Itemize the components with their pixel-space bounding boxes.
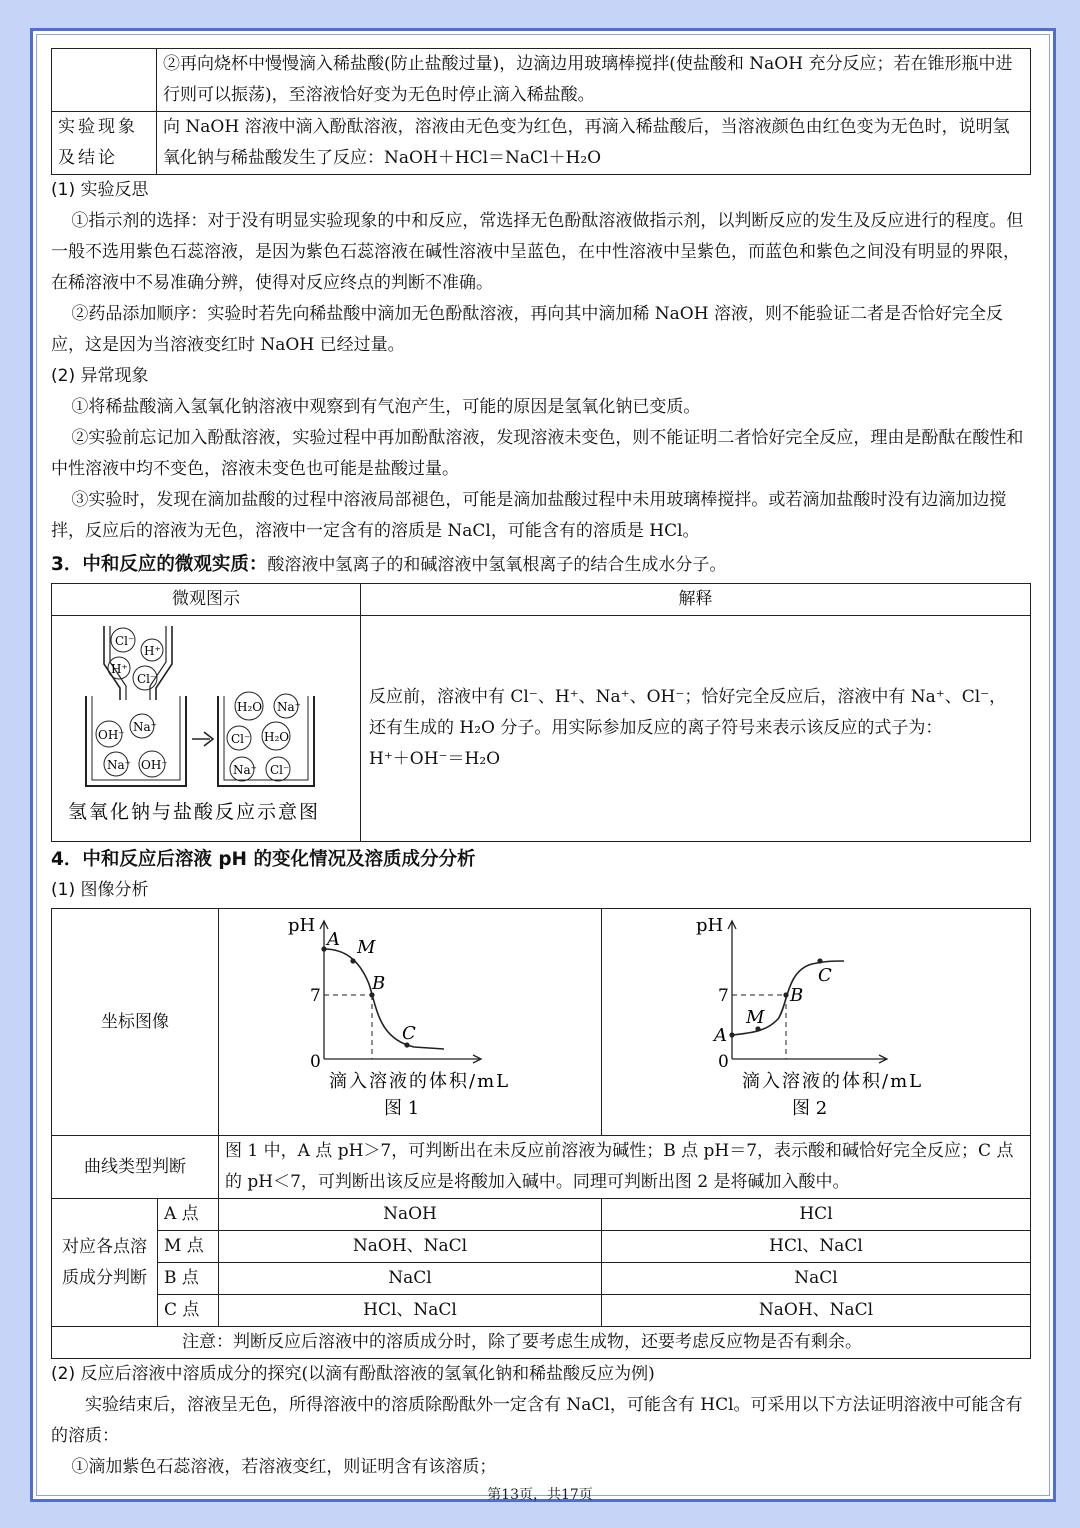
- ion-cl-2: Cl⁻: [231, 732, 251, 746]
- point-m-fig1: NaOH、NaCl: [219, 1231, 602, 1263]
- point-label-a: A: [714, 1025, 727, 1046]
- micro-diagram-cell: [52, 616, 361, 842]
- abnormal-p1: ①将稀盐酸滴入氢氧化钠溶液中观察到有气泡产生，可能的原因是氢氧化钠已变质。: [71, 397, 701, 417]
- point-label-b: B: [790, 985, 804, 1006]
- ph-table: [51, 908, 1031, 1359]
- section4b-heading-suffix: (以滴有酚酞溶液的氢氧化钠和稀盐酸反应为例): [301, 1364, 655, 1384]
- y-axis-label: pH: [696, 915, 724, 936]
- point-label-c: C: [818, 965, 832, 986]
- reflection-p2: ②药品添加顺序：实验时若先向稀盐酸中滴加无色酚酞溶液，再向其中滴加稀 NaOH 溶液，则不能验证二者是否恰好完全反应，这是因为当溶液变红时 NaOH 已经过量。: [51, 304, 1003, 355]
- fig2-cell: [602, 909, 1031, 1136]
- point-a: [321, 946, 326, 951]
- point-label-a: A: [327, 929, 340, 950]
- section3-desc: 酸溶液中氢离子的和碱溶液中氢氧根离子的结合生成水分子。: [267, 555, 727, 575]
- micro-col2: 解释: [361, 584, 1031, 616]
- ion-cl-3: Cl⁻: [270, 763, 290, 777]
- figure-caption: 图 1: [384, 1098, 420, 1119]
- point-label-b: B 点: [158, 1263, 219, 1295]
- point-a: [729, 1032, 734, 1037]
- reflection-p1: ①指示剂的选择：对于没有明显实验现象的中和反应，常选择无色酚酞溶液做指示剂，以判断反应的发生及反应进行的程度。但一般不选用紫色石蕊溶液，是因为紫色石蕊溶液在碱性溶液中呈蓝色，在中性溶液中呈紫色，而蓝色和紫色之间没有明显的界限，在稀溶液中不易准确分辨，使得对反应终点的判断不准确。: [51, 211, 1024, 293]
- point-label-b: B: [372, 973, 386, 994]
- point-m: [350, 958, 355, 963]
- experiment-table: [51, 48, 1031, 175]
- step-cell: ②再向烧杯中慢慢滴入稀盐酸(防止盐酸过量)，边滴边用玻璃棒搅拌(使盐酸和 NaOH 充分反应；若在锥形瓶中进行则可以振荡)，至溶液恰好变为无色时停止滴入稀盐酸。: [157, 49, 1031, 112]
- ion-na-3: Na⁺: [277, 700, 301, 714]
- origin-label: 0: [310, 1052, 321, 1072]
- point-label-c: C 点: [158, 1295, 219, 1327]
- page-content: [51, 48, 1031, 1483]
- ion-oh-2: OH⁻: [141, 758, 168, 772]
- ion-h-top: H⁺: [144, 644, 161, 658]
- point-a-fig2: HCl: [602, 1199, 1031, 1231]
- micro-explain1: 反应前，溶液中有 Cl⁻、H⁺、Na⁺、OH⁻；恰好完全反应后，溶液中有 Na⁺、Cl⁻，还有生成的 H₂O 分子。用实际参加反应的离子符号来表示该反应的式子为：: [369, 687, 1007, 738]
- origin-label: 0: [718, 1052, 729, 1072]
- diagram-caption: 氢氧化钠与盐酸反应示意图: [68, 801, 321, 823]
- note-cell: 注意：判断反应后溶液中的溶质成分时，除了要考虑生成物，还要考虑反应物是否有剩余。: [52, 1327, 1031, 1359]
- point-label-c: C: [402, 1023, 416, 1044]
- page-footer: 第13页，共17页: [487, 1487, 593, 1503]
- section3-line: [51, 549, 1031, 581]
- figure-caption: 图 2: [792, 1098, 828, 1119]
- ion-oh-1: OH⁻: [98, 728, 125, 742]
- ph-chart-fig1: [219, 909, 597, 1124]
- y-axis-label: pH: [288, 915, 316, 936]
- ion-cl-top: Cl⁻: [115, 634, 135, 648]
- section3-title: 3．中和反应的微观实质：: [51, 554, 268, 575]
- point-m-fig2: HCl、NaCl: [602, 1231, 1031, 1263]
- abnormal-p2: ②实验前忘记加入酚酞溶液，实验过程中再加酚酞溶液，发现溶液未变色，则不能证明二者恰好完全反应，理由是酚酞在酸性和中性溶液中均不变色，溶液未变色也可能是盐酸过量。: [51, 428, 1024, 479]
- section4b-p1: 实验结束后，溶液呈无色，所得溶液中的溶质除酚酞外一定含有 NaCl，可能含有 HCl。可采用以下方法证明溶液中可能含有的溶质：: [51, 1395, 1023, 1446]
- point-b-fig1: NaCl: [219, 1263, 602, 1295]
- point-c-fig2: NaOH、NaCl: [602, 1295, 1031, 1327]
- mol-h2o-1: H₂O: [237, 700, 263, 714]
- point-label-m: M 点: [158, 1231, 219, 1263]
- point-a-fig1: NaOH: [219, 1199, 602, 1231]
- ph-chart-fig2: [602, 909, 1030, 1124]
- point-b-fig2: NaCl: [602, 1263, 1031, 1295]
- reflection-heading: (1) 实验反思: [51, 180, 149, 200]
- curve-row-label: 曲线类型判断: [52, 1136, 219, 1199]
- mol-h2o-2: H₂O: [264, 730, 290, 744]
- point-c-fig1: HCl、NaCl: [219, 1295, 602, 1327]
- section4-title: 4．中和反应后溶液 pH 的变化情况及溶质成分分析: [51, 849, 476, 870]
- section4-sub: (1) 图像分析: [51, 880, 149, 900]
- chart-row-label: 坐标图像: [52, 909, 219, 1136]
- fig1-cell: [219, 909, 602, 1136]
- x-axis-label: 滴入溶液的体积/mL: [329, 1071, 511, 1092]
- micro-diagram: [52, 616, 360, 830]
- micro-explain2: H⁺＋OH⁻＝H₂O: [369, 749, 501, 769]
- section4b-heading: (2) 反应后溶液中溶质成分的探究: [51, 1364, 302, 1384]
- arrow-icon: [192, 732, 213, 746]
- x-axis-label: 滴入溶液的体积/mL: [742, 1071, 924, 1092]
- ion-cl-mid: Cl⁻: [137, 672, 157, 686]
- y-tick-7: 7: [718, 986, 729, 1006]
- empty-cell: [52, 49, 157, 112]
- section4b-heading-line: [51, 1359, 1031, 1390]
- micro-col1: 微观图示: [52, 584, 361, 616]
- abnormal-p3: ③实验时，发现在滴加盐酸的过程中溶液局部褪色，可能是滴加盐酸过程中未用玻璃棒搅拌。或若滴加盐酸时没有边滴加边搅拌，反应后的溶液为无色，溶液中一定含有的溶质是 NaCl，可能含有的溶质是 HCl。: [51, 490, 1007, 541]
- ion-na-4: Na⁺: [233, 763, 257, 777]
- micro-table: [51, 583, 1031, 842]
- y-tick-7: 7: [310, 986, 321, 1006]
- ion-na-1: Na⁺: [133, 720, 157, 734]
- ion-na-2: Na⁺: [107, 758, 131, 772]
- point-b: [783, 992, 788, 997]
- result-label: 实验现象及结论: [52, 112, 157, 175]
- abnormal-heading: (2) 异常现象: [51, 366, 149, 386]
- section4b-p2: ①滴加紫色石蕊溶液，若溶液变红，则证明含有该溶质；: [71, 1457, 497, 1477]
- point-label-m: M: [746, 1007, 765, 1028]
- ph-curve: [324, 949, 444, 1049]
- curve-row-text: 图 1 中，A 点 pH＞7，可判断出在未反应前溶液为碱性；B 点 pH＝7，表示酸和碱恰好完全反应；C 点的 pH＜7，可判断出该反应是将酸加入碱中。同理可判断出图 2 是将碱加入酸中。: [219, 1136, 1031, 1199]
- ion-h-left: H⁺: [111, 662, 128, 676]
- points-row-label: 对应各点溶质成分判断: [52, 1199, 158, 1327]
- point-label-m: M: [357, 937, 376, 958]
- micro-explain-cell: [361, 616, 1031, 842]
- point-c: [817, 958, 822, 963]
- point-label-a: A 点: [158, 1199, 219, 1231]
- result-cell: 向 NaOH 溶液中滴入酚酞溶液，溶液由无色变为红色，再滴入稀盐酸后，当溶液颜色由红色变为无色时，说明氢氧化钠与稀盐酸发生了反应：NaOH＋HCl＝NaCl＋H₂O: [157, 112, 1031, 175]
